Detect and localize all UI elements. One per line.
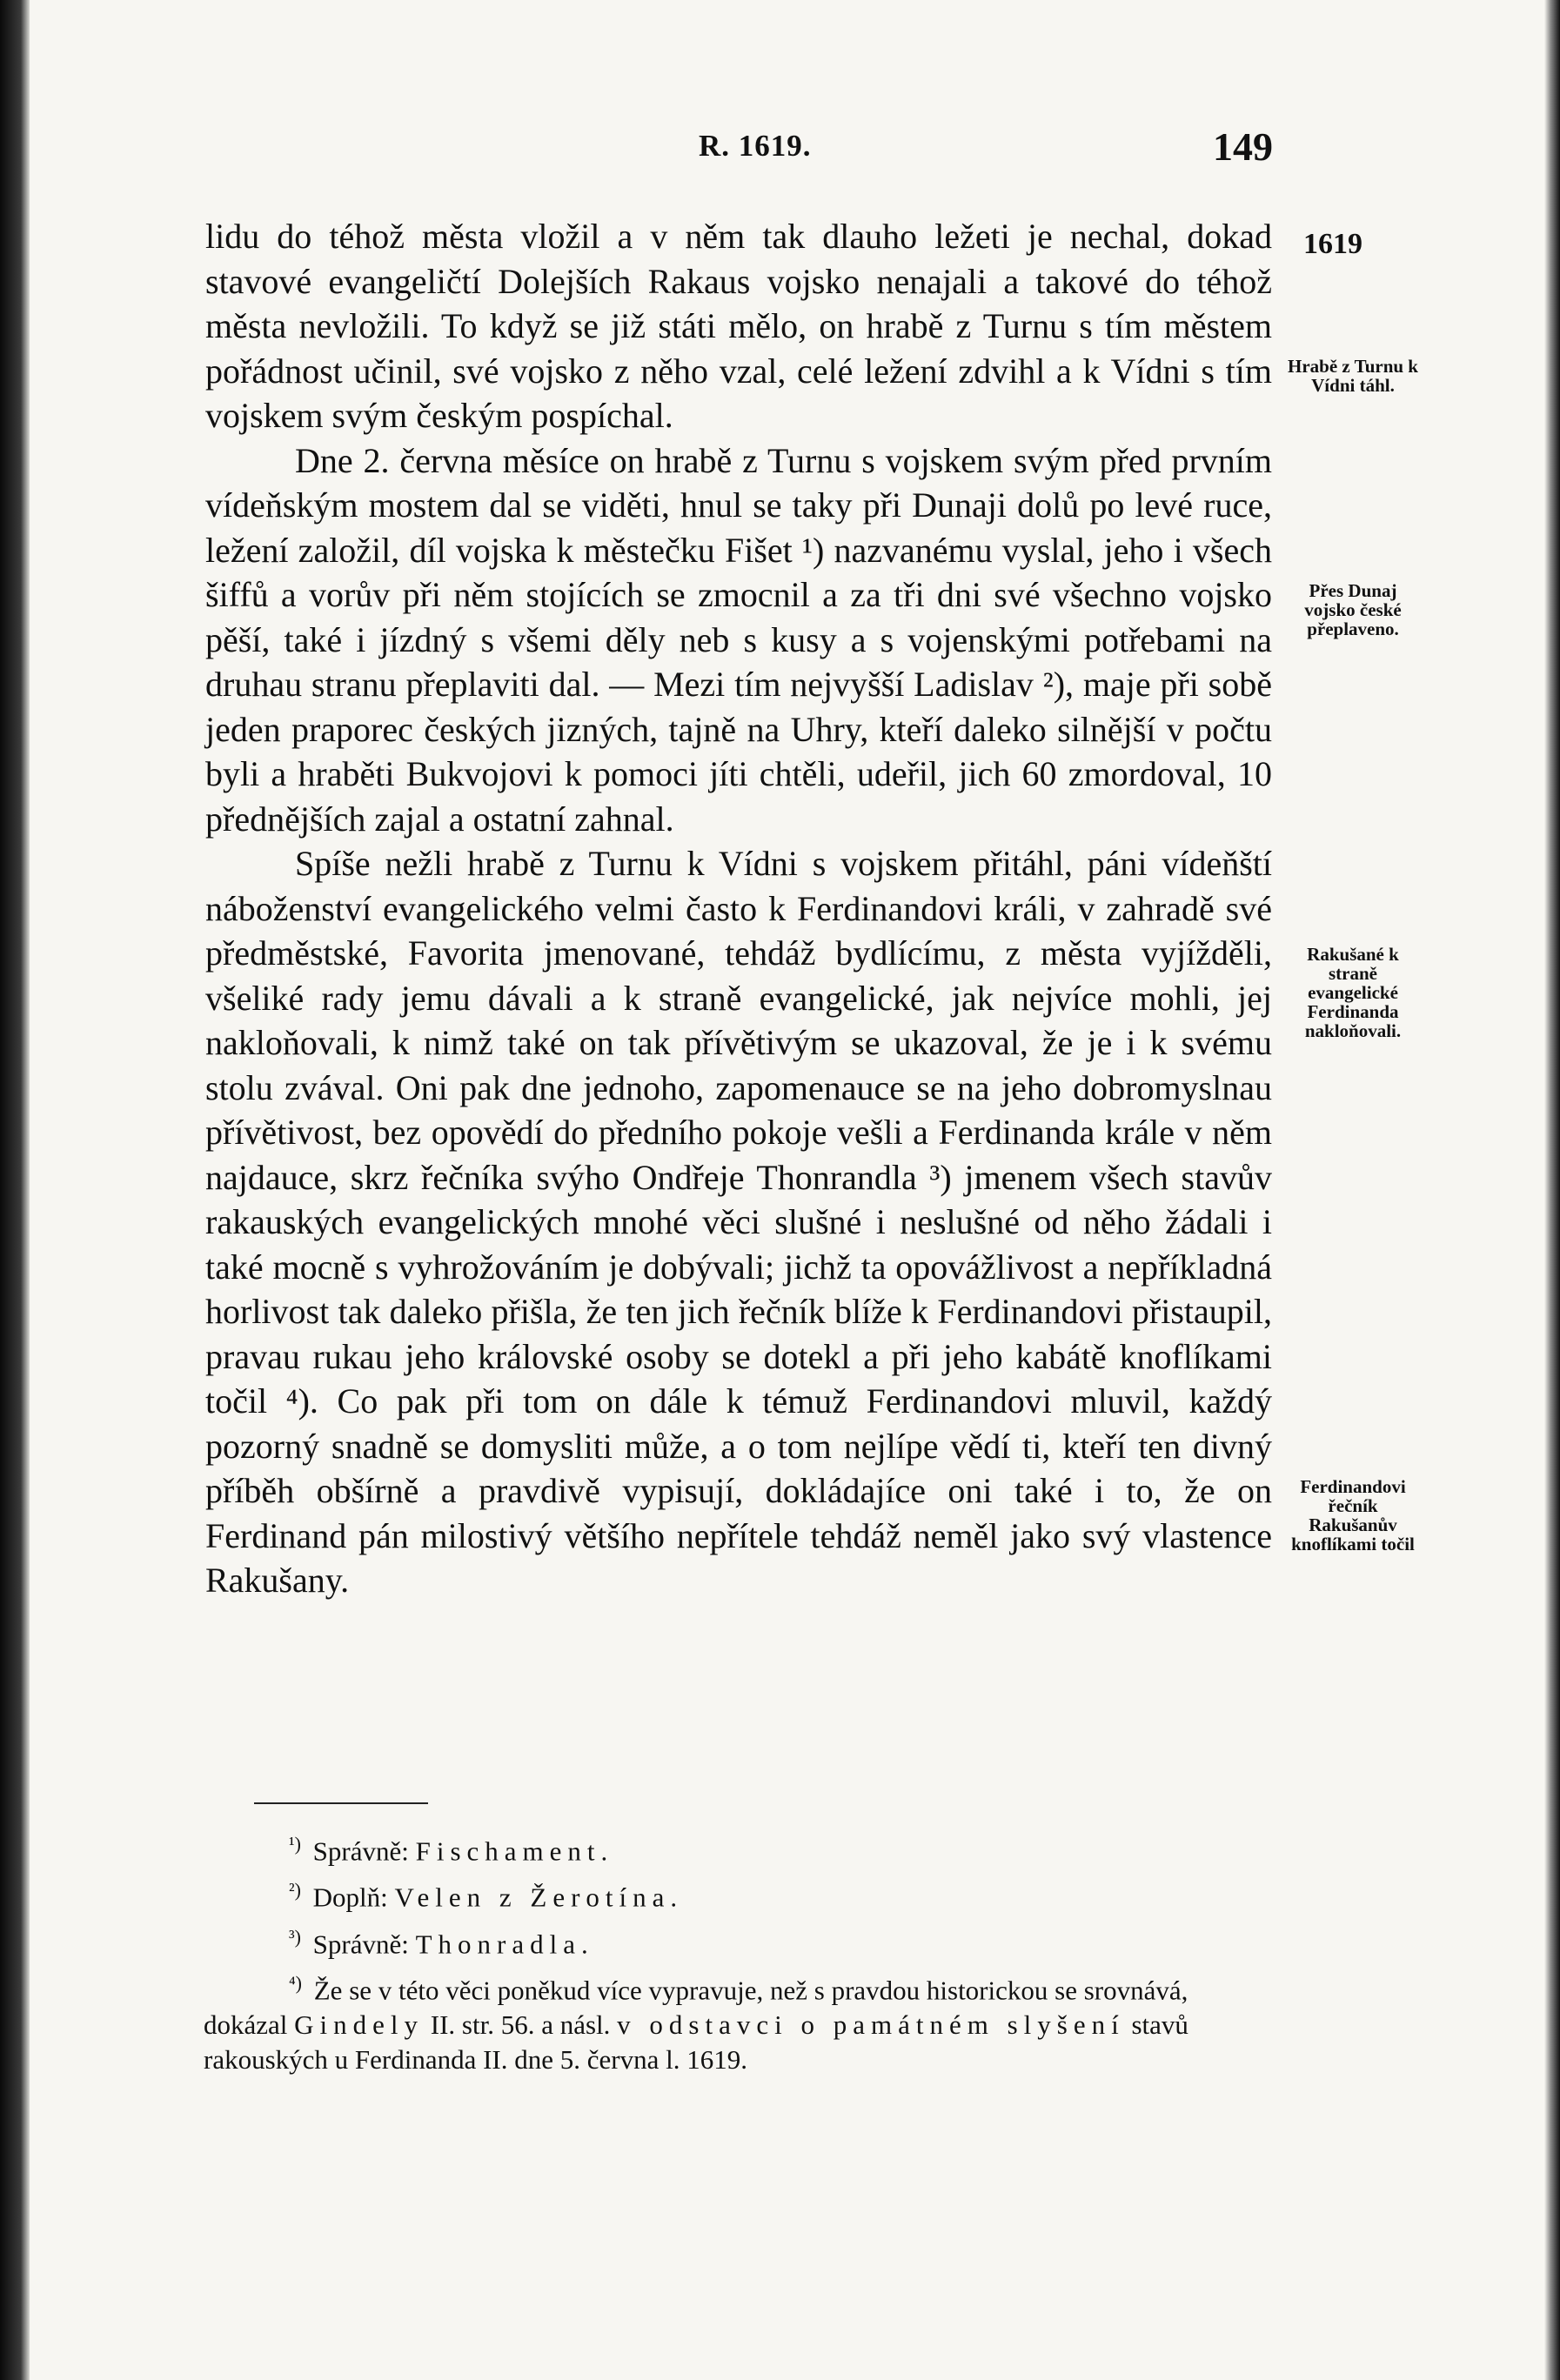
footnote-mark: ⁴): [289, 1971, 302, 1994]
footnote-label: Správně:: [312, 1835, 409, 1867]
main-text: [205, 214, 1272, 1603]
footnote-author: Gindely: [294, 2009, 425, 2041]
paragraph: lidu do téhož města vložil a v něm tak dlauho ležeti je nechal, dokad stavové evangeličtí Dolejších Rakaus vojsko nenajali a takové do téhož města nevložili. To když se již státi mělo, on hrabě z Turnu s tím městem pořádnost učinil, své vojsko z něho vzal, celé ležení zdvihl a k Vídni s tím vojskem svým českým pospíchal.: [205, 217, 1272, 435]
page-number: 149: [1213, 124, 1273, 169]
footnote-reference: II. str. 56. a násl.: [430, 2009, 611, 2041]
page-edge-right: [1544, 0, 1560, 2380]
footnote: [204, 1920, 1275, 1962]
footnote: [204, 1827, 1275, 1869]
footnote: [204, 1873, 1275, 1915]
footnote-label: Doplň:: [312, 1882, 388, 1913]
margin-note-danube-crossing: Přes Dunaj vojsko české přeplaveno.: [1304, 580, 1402, 639]
footnote-mark: ²): [289, 1879, 301, 1902]
footnotes: [204, 1827, 1275, 2082]
footnote-rule: [254, 1802, 428, 1804]
footnote: [204, 1966, 1275, 2077]
footnote-mark: ³): [289, 1925, 301, 1948]
running-head: R. 1619.: [699, 129, 812, 163]
margin-note-button-twisting: Ferdinandovi řečník Rakušanův knoflíkami točil: [1291, 1476, 1415, 1554]
margin-year: 1619: [1303, 228, 1362, 260]
footnote-text: stavů rakouských u Ferdinanda II. dne 5. června l. 1619.: [204, 2009, 1188, 2076]
footnote-emphasis: Velen z Žerotína.: [394, 1882, 684, 1913]
footnote-emphasis: Thonradla.: [415, 1928, 594, 1959]
paragraph: Spíše nežli hrabě z Turnu k Vídni s vojskem přitáhl, páni vídeňští náboženství evangelického velmi často k Ferdinandovi králi, v zahradě své předměstské, Favorita jmenované, tehdáž bydlícímu, z města vyjížděli, všeliké rady jemu dávali a k straně evangelické, jak nejvíce mohli, jej nakloňovali, k nimž také on tak přívětivým se ukazoval, že je i k svému stolu zvával. Oni pak dne jednoho, zapomenauce se na jeho dobromyslnau přívětivost, bez opovědí do předního pokoje vešli a Ferdinanda krále v něm najdauce, skrz řečníka svýho Ondřeje Thonrandla ³) jmenem všech stavův rakauských evangelických mnohé věci slušné i neslušné od něho žádali i také mocně s vyhrožováním je dobývali; jichž ta opovážlivost a nepříkladná horlivost tak daleko přišla, že ten jich řečník blíže k Ferdinandovi přistaupil, pravau rukau jeho královské osoby se dotekl a při jeho kabátě knoflíkami točil ⁴). Co pak při tom on dále k témuž Ferdinandovi mluvil, každý pozorný snadně se domysliti může, a o tom nejlípe vědí ti, kteří ten divný příběh obšírně a pravdivě vypisují, dokládajíce oni také i to, že on Ferdinand pán milostivý většího nepřítele tehdáž neměl jako svý vlastence Rakušany.: [205, 844, 1272, 1600]
margin-note-austrians-ferdinand: Rakušané k straně evangelické Ferdinanda nakloňovali.: [1304, 944, 1402, 1041]
page-edge-left: [0, 0, 30, 2380]
footnote-mark: ¹): [289, 1833, 301, 1855]
margin-note-turn-to-vienna: Hrabě z Turnu k Vídni táhl.: [1288, 356, 1418, 396]
page-header: [207, 124, 1273, 172]
paragraph: Dne 2. června měsíce on hrabě z Turnu s vojskem svým před prvním vídeňským mostem dal se viděti, hnul se taky při Dunaji dolů po levé ruce, ležení založil, díl vojska k městečku Fišet ¹) nazvanému vyslal, jeho i všech šiffů a vorův při něm stojících se zmocnil a za tři dni své všechno vojsko pěší, také i jízdný s všemi děly neb s kusy a s vojenskými potřebami na druhau stranu přeplaviti dal. — Mezi tím nejvyšší Ladislav ²), maje při sobě jeden praporec českých jizných, tajně na Uhry, kteří daleko silnější v počtu byli a hraběti Bukvojovi k pomoci jíti chtěli, udeřil, jich 60 zmordoval, 10 přednějších zajal a ostatní zahnal.: [205, 440, 1272, 839]
footnote-section: v odstavci o památném slyšení: [617, 2009, 1125, 2041]
footnote-label: Správně:: [312, 1928, 409, 1959]
footnote-emphasis: Fischament.: [415, 1835, 614, 1867]
footnote-text: Že se v této věci poněkud více vypravuje, než s pravdou historickou se srovnává, dokázal: [204, 1975, 1188, 2041]
